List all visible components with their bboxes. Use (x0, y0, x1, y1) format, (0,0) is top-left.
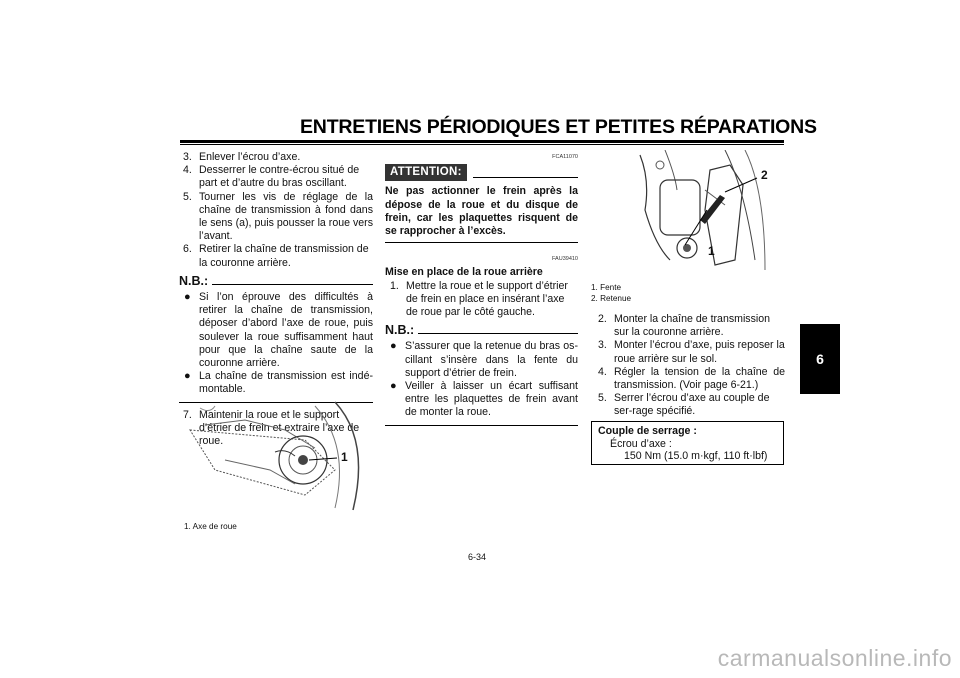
chapter-tab (800, 324, 840, 394)
steps-a (183, 151, 373, 270)
nb-end-rule-2 (385, 425, 578, 426)
column-3 (598, 313, 785, 419)
brake-bracket-illustration (615, 150, 785, 278)
step-3: 3. Enlever l’écrou d’axe. (183, 151, 301, 163)
attention-text: Ne pas actionner le frein après la dépose de la roue et du disque de frein, car les plaquettes risquent de se rapprocher à l’excès. (385, 185, 578, 238)
nb-heading: N.B.: (179, 275, 373, 288)
caption-axe-de-roue: 1. Axe de roue (184, 522, 237, 531)
install-step-3: 3. Monter l’écrou d’axe, puis reposer la roue arrière sur le sol. (598, 339, 785, 365)
header-rule-thin (180, 144, 784, 145)
nb-item: ● S’assurer que la retenue du bras os-cillant s’insère dans la fente du support d’étrier de frein. (390, 340, 578, 379)
figure-brake-bracket (615, 150, 785, 278)
code-fau: FAU39410 (552, 256, 578, 263)
bullet-icon: ● (390, 340, 397, 353)
step-5: 5. Tourner les vis de réglage de la chaîne de transmission à fond dans le sens (a), puis pousser la roue vers l’avant. (183, 190, 373, 243)
install-step-4: 4. Régler la tension de la chaîne de transmission. (Voir page 6-21.) (598, 365, 785, 392)
attention-heading (385, 164, 578, 181)
bullet-icon: ● (390, 380, 397, 393)
torque-spec-box (591, 421, 784, 465)
watermark: carmanualsonline.info (717, 645, 952, 671)
figure-callout-1: 1 (341, 450, 348, 464)
header-rule (180, 140, 784, 143)
nb-item: ● Veiller à laisser un écart suffisant entre les plaquettes de frein avant de monter la roue. (390, 380, 578, 419)
bullet-icon: ● (184, 370, 191, 383)
captions-fente-retenue: 1. Fente 2. Retenue (591, 283, 632, 303)
figure-callout-2: 2 (761, 168, 768, 182)
nb-heading-2: N.B.: (385, 324, 578, 337)
attention-label: ATTENTION: (385, 164, 467, 181)
install-step-5: 5. Serrer l’écrou d’axe au couple de ser-rage spécifié. (598, 392, 770, 418)
attention-end-rule (385, 242, 578, 243)
nb-list (183, 291, 373, 397)
nb-item: ● La chaîne de transmission est indé-montable. (184, 370, 373, 396)
nb-item: ● Si l’on éprouve des difficultés à retirer la chaîne de transmission, déposer d’abord l’axe de roue, puis soulever la roue suffisamment haut pour que la chaîne saute de la couronne arrière. (184, 291, 373, 370)
install-step-1: 1. Mettre la roue et le support d’étrier de frein en place en insérant l’axe de roue par le côté gauche. (390, 279, 568, 319)
code-fca: FCA11070 (552, 154, 578, 160)
section-title: Mise en place de la roue arrière (385, 266, 543, 279)
chapter-tab-label: 6 (816, 351, 824, 367)
nb-list-2 (385, 340, 578, 419)
torque-line-2: 150 Nm (15.0 m·kgf, 110 ft·lbf) (624, 450, 768, 462)
torque-line-1: Écrou d’axe : (610, 437, 672, 450)
column-2 (385, 151, 578, 426)
bullet-icon: ● (184, 291, 191, 304)
page-number: 6-34 (468, 552, 487, 562)
install-step-2: 2. Monter la chaîne de transmission sur la couronne arrière. (598, 313, 771, 339)
step-7: 7. Maintenir la roue et le support d’étrier de frein et extraire l’axe de roue. (183, 408, 360, 448)
step-6: 6. Retirer la chaîne de transmission de la couronne arrière. (183, 243, 369, 269)
torque-title: Couple de serrage : (598, 425, 697, 437)
step-4: 4. Desserrer le contre-écrou situé de part et d’autre du bras oscillant. (183, 164, 360, 190)
figure-wheel-axle (185, 400, 375, 515)
figure-callout-1: 1 (708, 244, 715, 258)
page-title: ENTRETIENS PÉRIODIQUES ET PETITES RÉPARATIONS (300, 116, 817, 138)
